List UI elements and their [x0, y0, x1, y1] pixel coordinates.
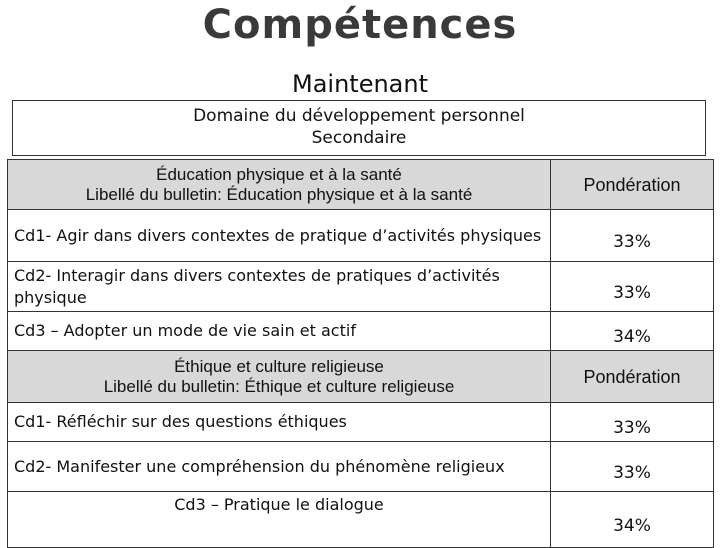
criterion-label: Cd1- Agir dans divers contextes de pratique d’activités physiques — [8, 210, 551, 262]
section-bulletin-label: Libellé du bulletin: Éthique et culture religieuse — [103, 376, 455, 396]
section-header-label — [8, 351, 551, 403]
domain-box — [12, 100, 706, 156]
table-row — [8, 442, 714, 492]
table-row — [8, 492, 714, 548]
table-row — [8, 312, 714, 351]
section-header-eps — [8, 160, 714, 210]
criterion-label: Cd2- Manifester une compréhension du phénomène religieux — [8, 442, 551, 492]
criterion-weight: 34% — [551, 492, 714, 548]
section-bulletin-label: Libellé du bulletin: Éducation physique et à la santé — [85, 184, 473, 204]
page-subtitle: Maintenant — [291, 70, 428, 98]
table-row — [8, 210, 714, 262]
criterion-weight: 34% — [551, 312, 714, 351]
criterion-label: Cd1- Réfléchir sur des questions éthiques — [8, 403, 551, 442]
criterion-label: Cd3 – Adopter un mode de vie sain et actif — [8, 312, 551, 351]
weight-header: Pondération — [551, 160, 714, 210]
criterion-label: Cd3 – Pratique le dialogue — [8, 492, 551, 548]
section-title: Éthique et culture religieuse — [174, 356, 384, 376]
criterion-weight: 33% — [551, 210, 714, 262]
section-header-label — [8, 160, 551, 210]
table-row — [8, 262, 714, 312]
table-row — [8, 403, 714, 442]
weight-header: Pondération — [551, 351, 714, 403]
domain-name: Domaine du développement personnel — [193, 106, 525, 126]
page-title: Compétences — [202, 2, 518, 48]
criterion-label: Cd2- Interagir dans divers contextes de pratiques d’activités physique — [8, 262, 551, 312]
criterion-weight: 33% — [551, 262, 714, 312]
domain-level: Secondaire — [311, 128, 407, 148]
section-title: Éducation physique et à la santé — [156, 164, 402, 184]
criterion-weight: 33% — [551, 442, 714, 492]
competences-table — [7, 159, 714, 548]
section-header-ecr — [8, 351, 714, 403]
criterion-weight: 33% — [551, 403, 714, 442]
